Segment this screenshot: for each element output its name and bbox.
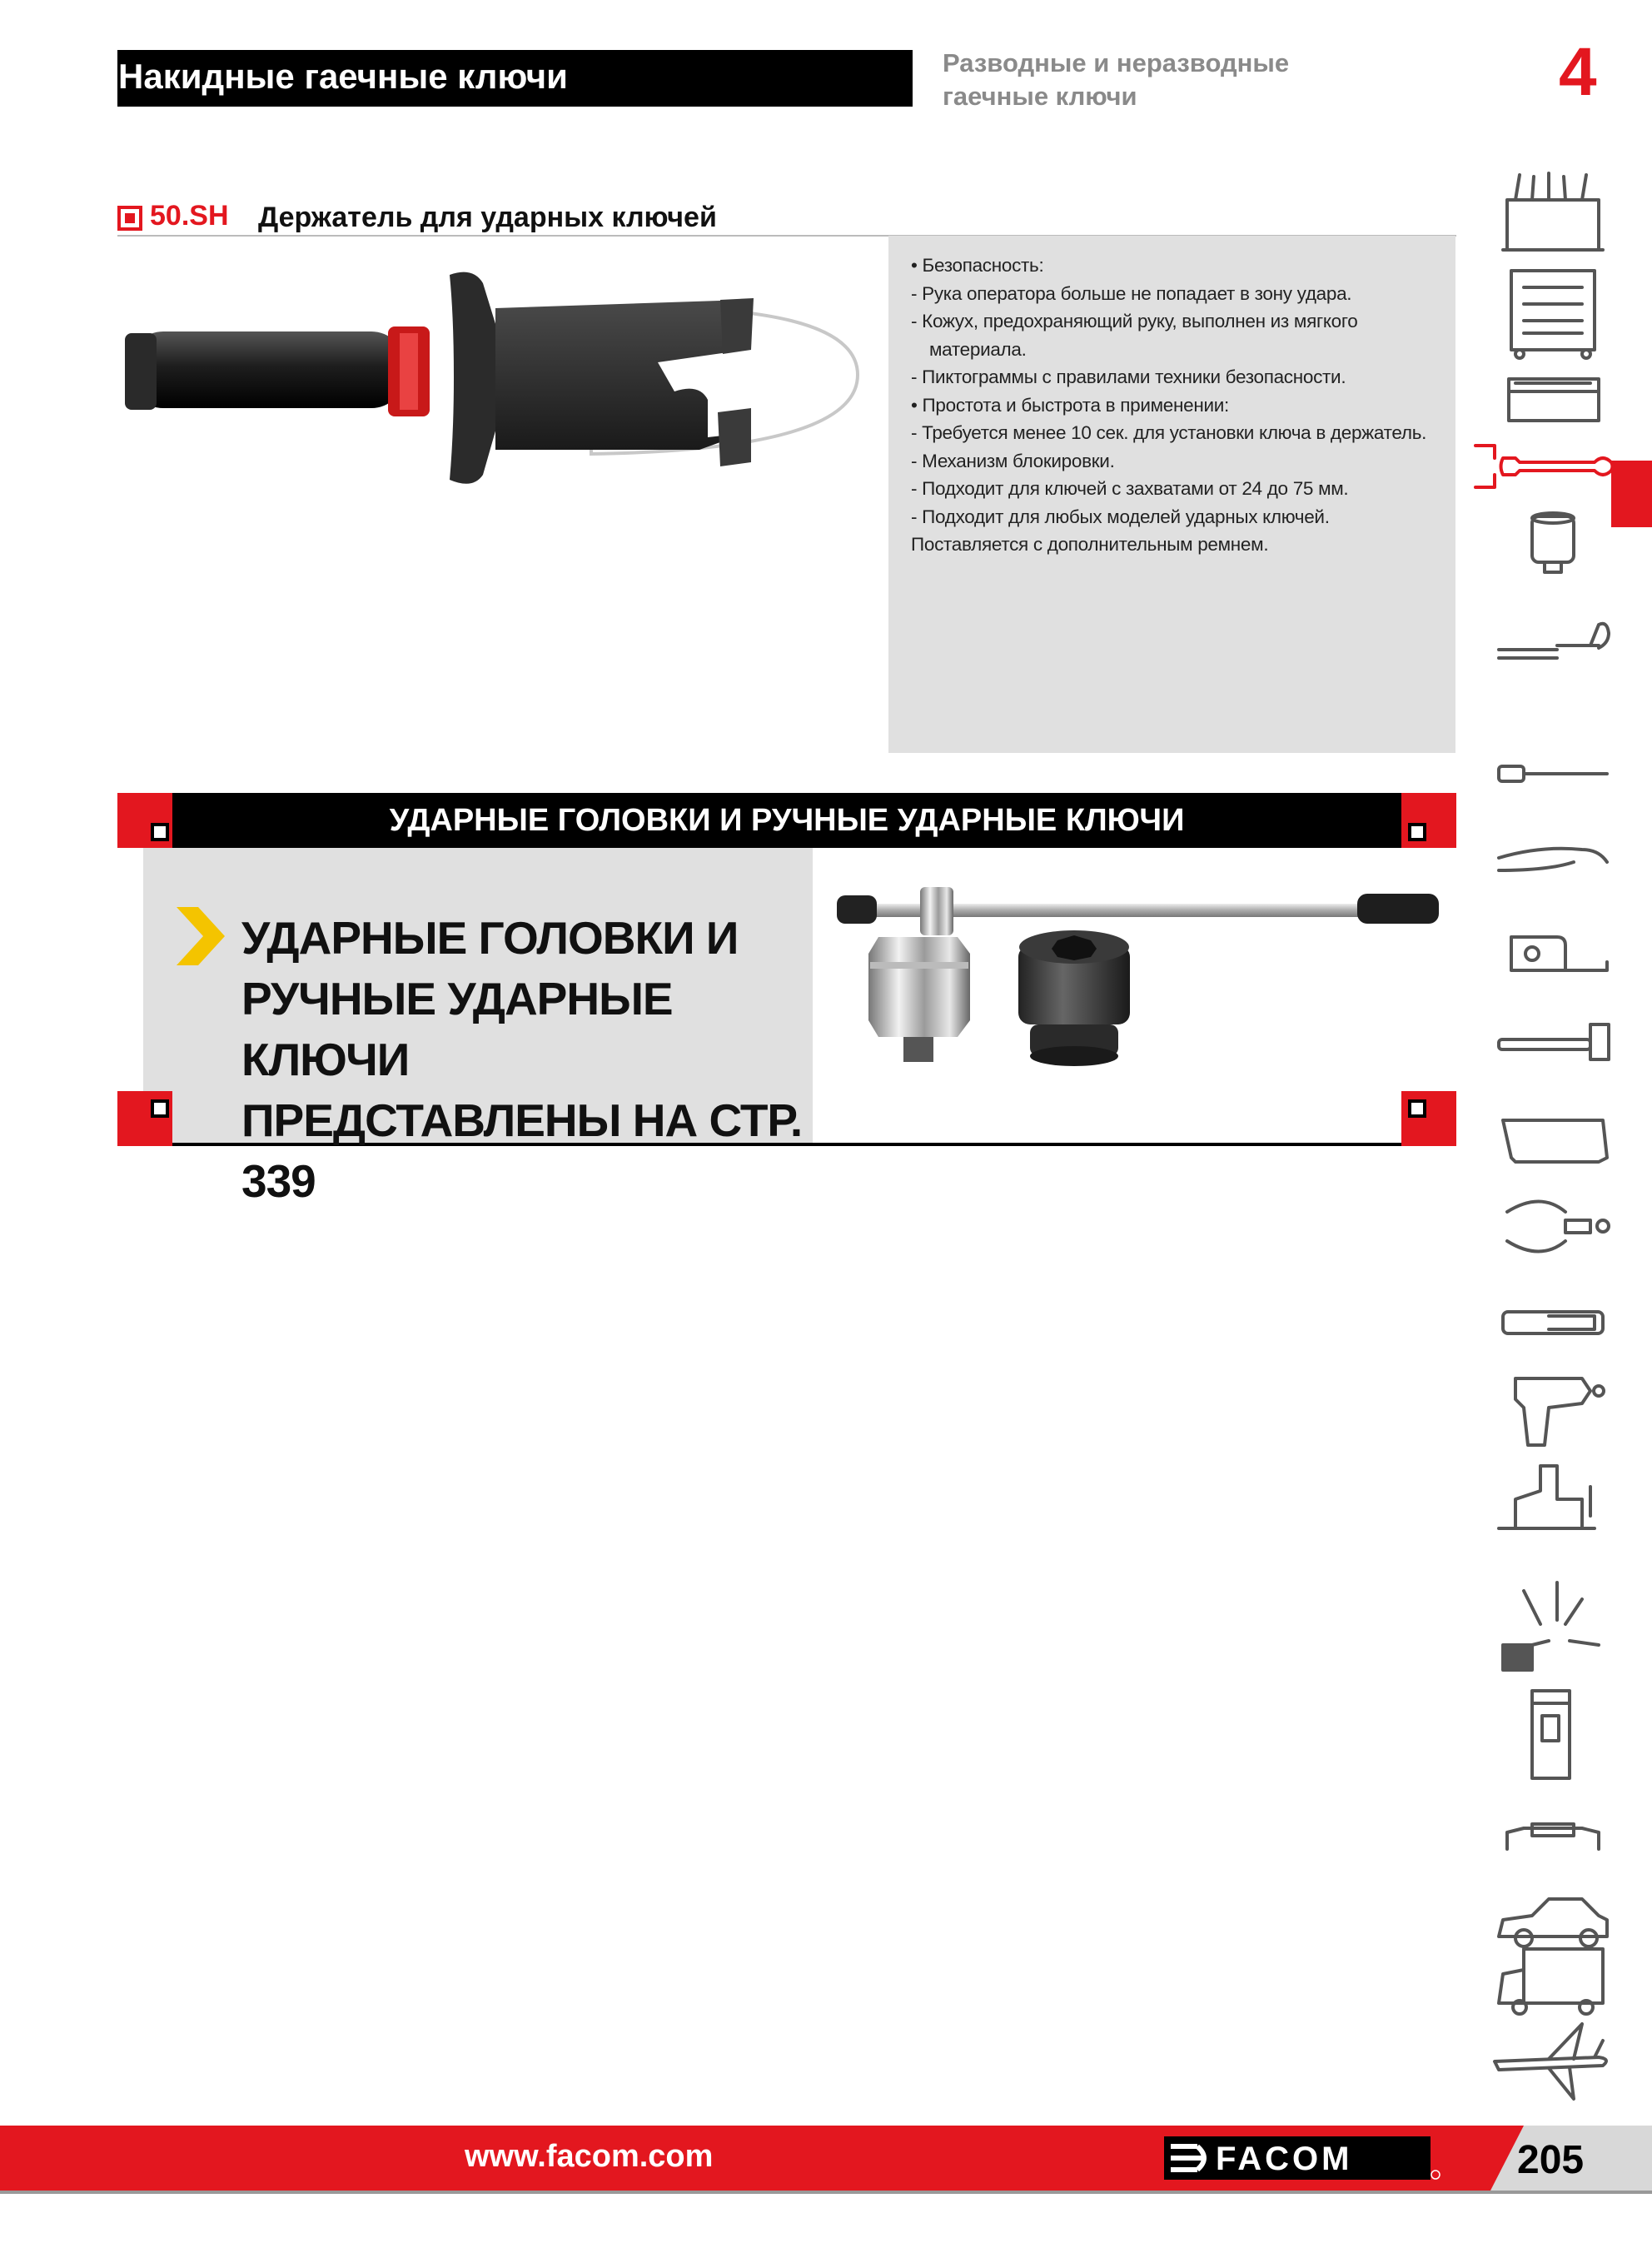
features-list [911, 252, 1452, 559]
tape-measure-icon [1511, 937, 1607, 970]
feature-item: • Безопасность: [911, 255, 1044, 276]
wrench-icon [1475, 446, 1613, 487]
page-number: 205 [1517, 2138, 1585, 2182]
feature-item: • Простота и быстрота в применении: [911, 394, 1229, 416]
chapter-number: 4 [1559, 34, 1597, 110]
car-icon [1499, 1899, 1607, 1946]
crossref-text-line1: УДАРНЫЕ ГОЛОВКИ И [241, 912, 739, 964]
feature-item: - Подходит для ключей с захватами от 24 до 75 мм. [911, 478, 1349, 499]
footer-website-link[interactable]: www.facom.com [465, 2139, 714, 2174]
crossref-text-line3: ПРЕДСТАВЛЕНЫ НА СТР. 339 [241, 1094, 803, 1207]
circuit-breaker-icon [1532, 1691, 1570, 1778]
feature-item: - Подходит для любых моделей ударных ключей. [911, 506, 1330, 527]
truck-icon [1499, 1949, 1603, 2014]
feature-item: - Рука оператора больше не попадает в зону удара. [911, 282, 1352, 304]
corner-mark-icon [117, 1091, 172, 1146]
feature-item: материала. [929, 338, 1027, 360]
puller-icon [1507, 1202, 1609, 1252]
chapter-subtitle-line1: Разводные и неразводные [943, 48, 1290, 77]
chapter-sidebar [1465, 167, 1652, 2149]
feature-item: - Требуется менее 10 сек. для установки ключа в держатель. [911, 422, 1427, 443]
impact-socket-and-tbar-image [837, 879, 1449, 1079]
impact-wrench-holder-image [125, 267, 866, 491]
tool-set-icon [1503, 173, 1603, 250]
crossref-text-line2: РУЧНЫЕ УДАРНЫЕ КЛЮЧИ [241, 973, 673, 1085]
feature-item: - Пиктограммы с правилами техники безопасности. [911, 366, 1346, 387]
safety-spark-icon [1503, 1583, 1599, 1670]
tool-box-icon [1509, 379, 1599, 421]
corner-mark-icon [117, 793, 172, 848]
socket-icon [1532, 513, 1574, 572]
chapter-subtitle [943, 47, 1309, 113]
crossref-text[interactable] [241, 908, 816, 1212]
corner-mark-icon [1401, 793, 1456, 848]
screwdriver-icon [1499, 766, 1607, 781]
facom-logo-text: FACOM [1216, 2141, 1353, 2177]
product-bullet-icon [117, 206, 142, 231]
chapter-subtitle-line2: гаечные ключи [943, 82, 1137, 111]
chevron-right-icon [173, 904, 228, 969]
feature-item: Поставляется с дополнительным ремнем. [911, 534, 1269, 555]
footer-rule [0, 2191, 1652, 2194]
ratchet-icon [1499, 624, 1609, 658]
tool-cabinet-icon [1511, 271, 1595, 358]
feature-item: - Механизм блокировки. [911, 450, 1115, 471]
facom-logo [1164, 2135, 1441, 2181]
multimeter-icon [1503, 1312, 1603, 1333]
corner-mark-icon [1401, 1091, 1456, 1146]
vise-icon [1499, 1466, 1595, 1528]
product-code: 50.SH [150, 200, 229, 232]
airplane-icon [1495, 2024, 1606, 2099]
pliers-icon [1499, 849, 1607, 870]
impact-wrench-icon [1515, 1378, 1604, 1445]
crossref-banner-title: УДАРНЫЕ ГОЛОВКИ И РУЧНЫЕ УДАРНЫЕ КЛЮЧИ [389, 803, 1185, 838]
hammer-icon [1499, 1024, 1609, 1059]
hacksaw-icon [1503, 1120, 1607, 1162]
product-name: Держатель для ударных ключей [258, 202, 717, 233]
handle-icon [1507, 1824, 1599, 1849]
section-title: Накидные гаечные ключи [118, 57, 568, 96]
feature-item: - Кожух, предохраняющий руку, выполнен из мягкого [911, 311, 1358, 331]
